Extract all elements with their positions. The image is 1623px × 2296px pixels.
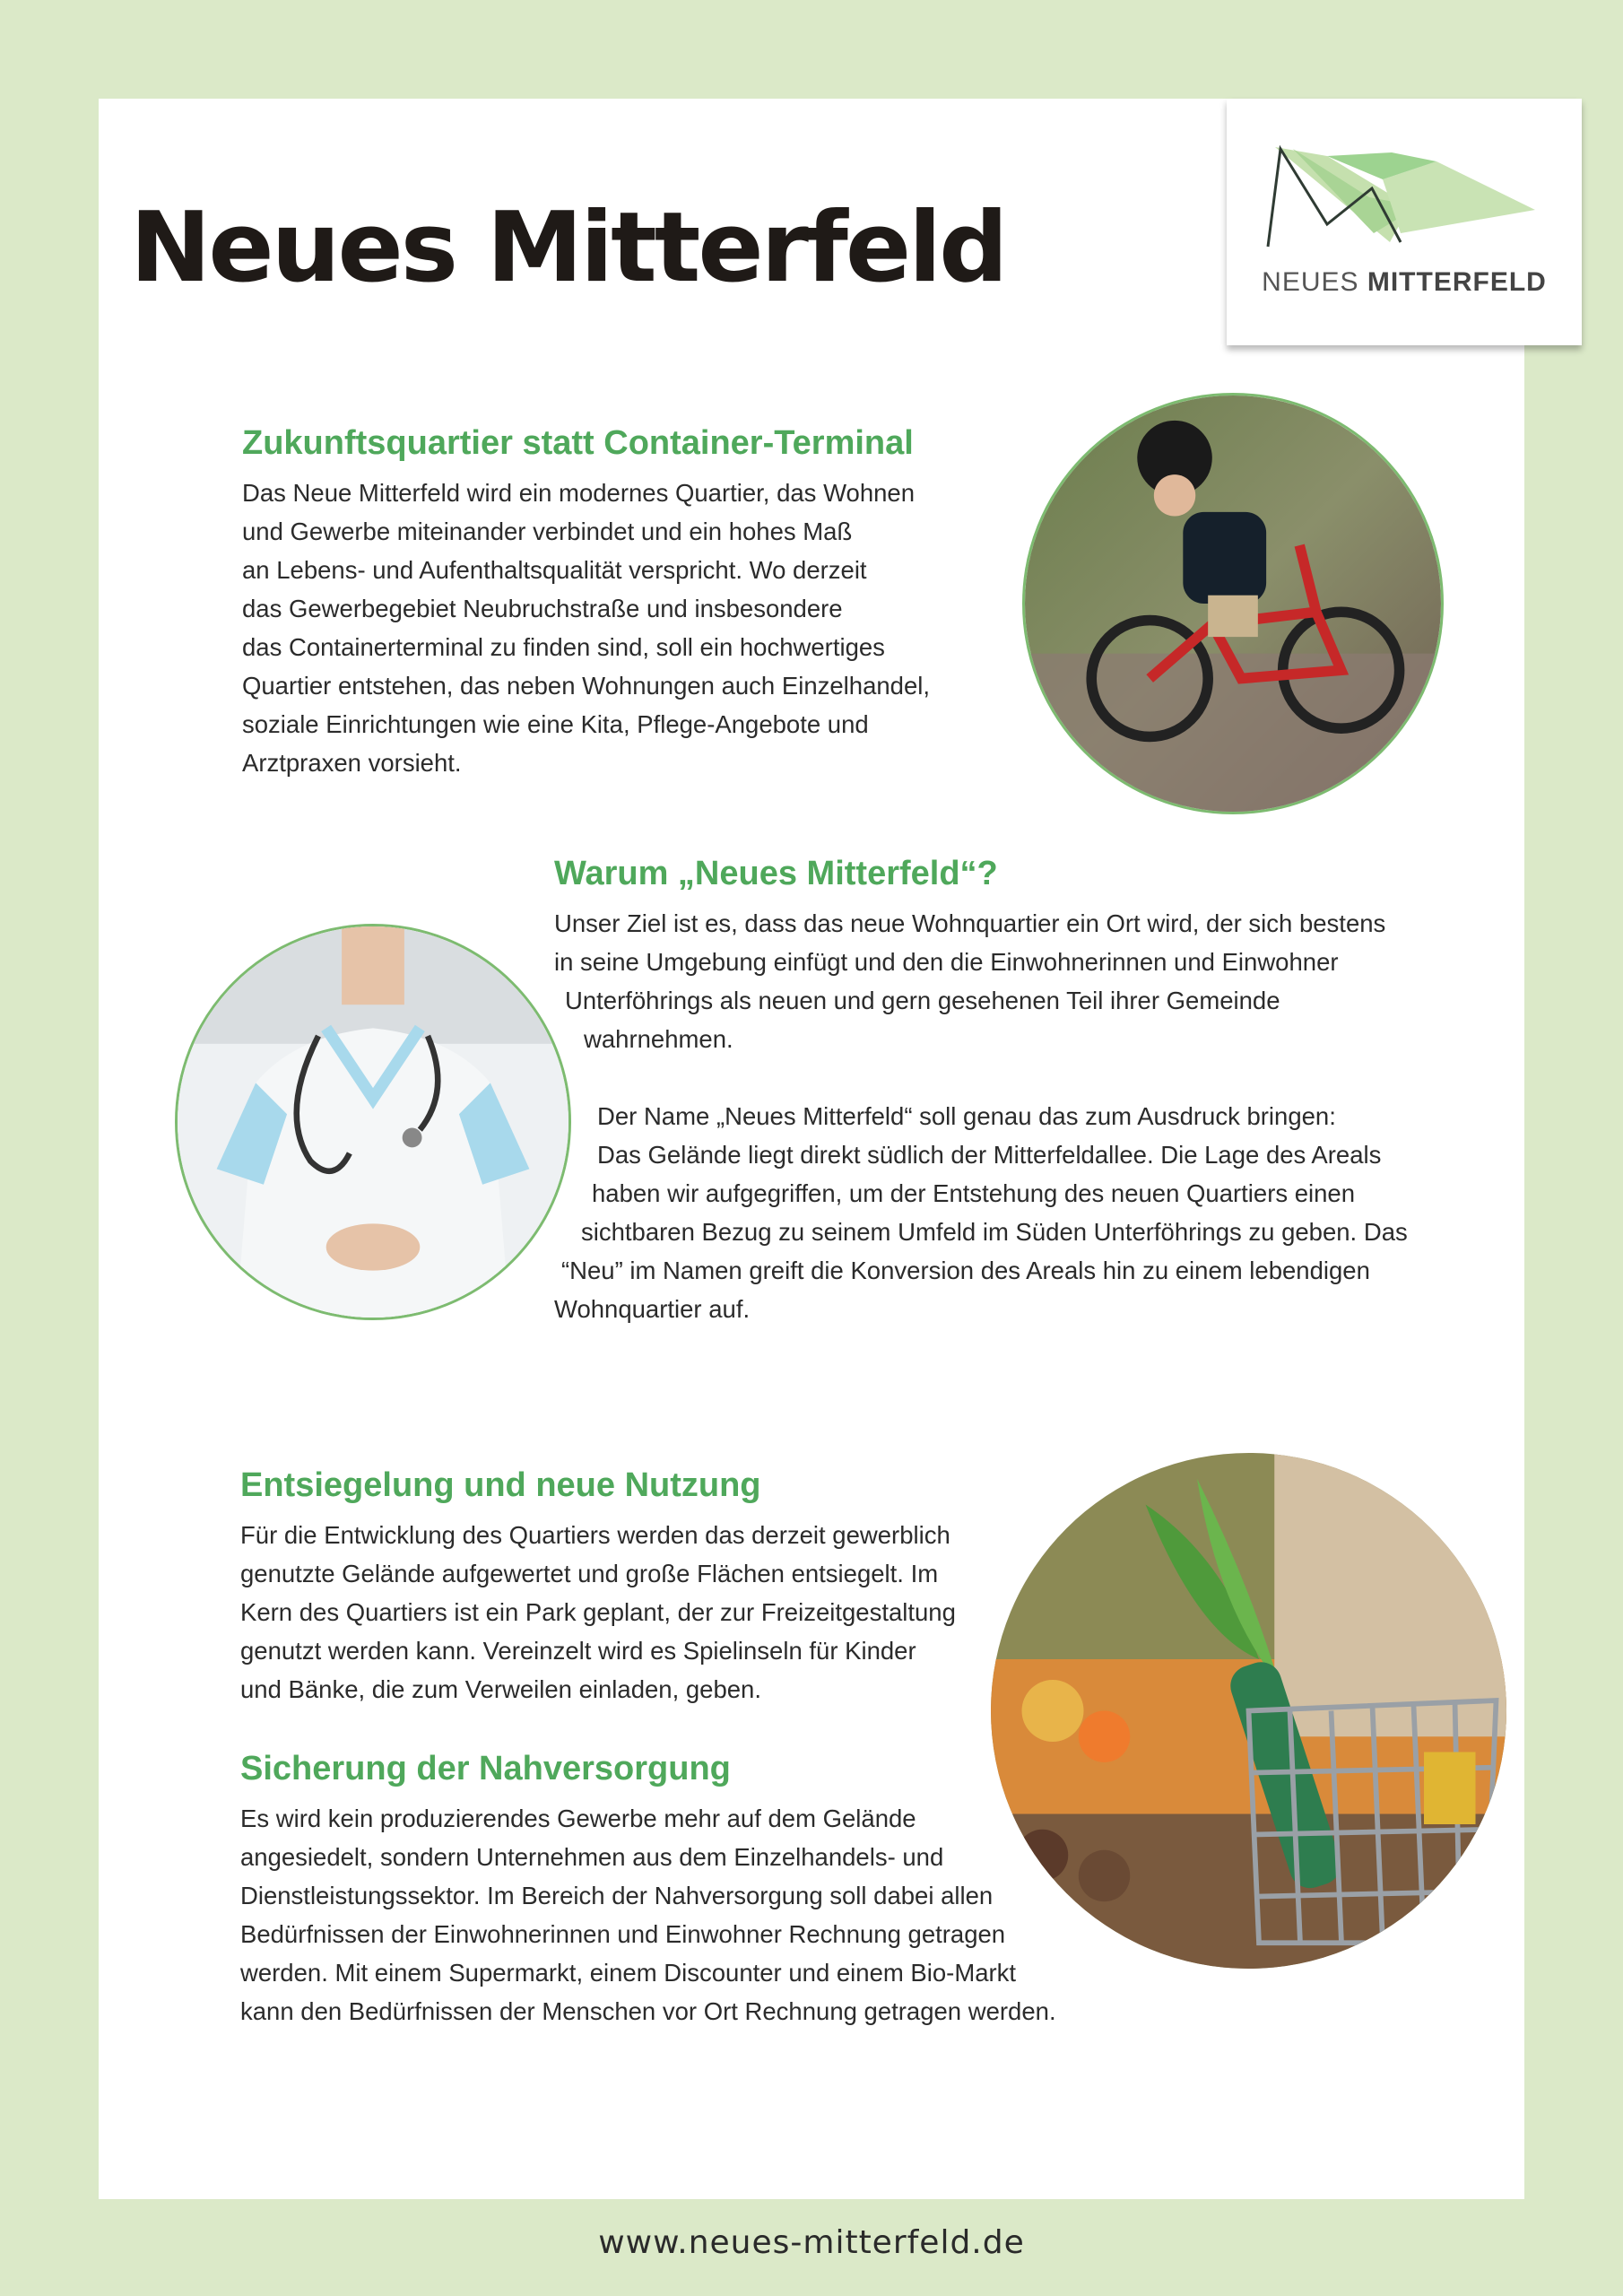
section-heading: Sicherung der Nahversorgung [240,1750,731,1787]
text-line: genutzte Gelände aufgewertet und große Flächen entsiegelt. Im [240,1559,939,1587]
text-line: das Gewerbegebiet Neubruchstraße und insbesondere [242,594,843,622]
text-line: Kern des Quartiers ist ein Park geplant, der zur Freizeitgestaltung [240,1597,956,1626]
text-line: Unser Ziel ist es, dass das neue Wohnquartier ein Ort wird, der sich bestens [554,909,1386,937]
text-line: an Lebens- und Aufenthaltsqualität verspricht. Wo derzeit [242,555,867,584]
text-line: Für die Entwicklung des Quartiers werden das derzeit gewerblich [240,1520,950,1549]
photo-child-on-bicycle [1022,393,1444,814]
text-line: sichtbaren Bezug zu seinem Umfeld im Süden Unterföhrings zu geben. Das [581,1217,1408,1246]
text-line: Bedürfnissen der Einwohnerinnen und Einwohner Rechnung getragen [240,1919,1006,1948]
text-line: wahrnehmen. [584,1024,733,1053]
nurse-photo-icon [178,926,568,1318]
section-text [554,904,1496,1328]
text-line: das Containerterminal zu finden sind, soll ein hochwertiges [242,632,885,661]
section-heading: Warum „Neues Mitterfeld“? [554,855,998,892]
text-line: in seine Umgebung einfügt und den die Einwohnerinnen und Einwohner [554,947,1339,976]
text-line: Dienstleistungssektor. Im Bereich der Nahversorgung soll dabei allen [240,1881,994,1909]
section-text [240,1799,1137,2031]
text-line: werden. Mit einem Supermarkt, einem Discounter und einem Bio-Markt [240,1958,1017,1987]
photo-nurse [175,924,571,1320]
text-line: Es wird kein produzierendes Gewerbe mehr auf dem Gelände [240,1804,916,1832]
text-line: Das Gelände liegt direkt südlich der Mitterfeldallee. Die Lage des Areals [597,1140,1382,1169]
footer-website-url[interactable]: www.neues-mitterfeld.de [598,2224,1025,2261]
text-line: Arztpraxen vorsieht. [242,748,462,777]
logo-box [1227,99,1582,345]
section-entsiegelung [240,1465,1065,1709]
page-title: Neues Mitterfeld [130,192,1006,304]
logo-wordmark [1227,267,1582,298]
text-line: Unterföhrings als neuen und gern gesehenen Teil ihrer Gemeinde [565,986,1280,1014]
mountain-logo-icon [1266,144,1544,251]
text-line: haben wir aufgegriffen, um der Entstehung des neuen Quartiers einen [592,1178,1356,1207]
section-warum [554,854,1496,1328]
text-line: genutzt werden kann. Vereinzelt wird es Spielinseln für Kinder [240,1636,916,1665]
section-heading: Zukunftsquartier statt Container-Terminal [242,424,914,462]
text-line: kann den Bedürfnissen der Menschen vor Ort Rechnung getragen werden. [240,1996,1056,2025]
text-line: Der Name „Neues Mitterfeld“ soll genau das zum Ausdruck bringen: [597,1101,1336,1130]
logo-word-bold: MITTERFELD [1367,267,1547,297]
bicycle-photo-icon [1025,396,1441,812]
section-nahversorgung [240,1749,1137,2031]
text-line: Wohnquartier auf. [554,1294,751,1323]
section-heading: Entsiegelung und neue Nutzung [240,1466,761,1504]
section-text [242,474,977,782]
text-line: “Neu” im Namen greift die Konversion des Areals hin zu einem lebendigen [561,1256,1370,1284]
text-line: Quartier entstehen, das neben Wohnungen auch Einzelhandel, [242,671,930,700]
text-line: Das Neue Mitterfeld wird ein modernes Quartier, das Wohnen [242,478,915,507]
text-line: und Gewerbe miteinander verbindet und ein hohes Maß [242,517,853,545]
text-line: und Bänke, die zum Verweilen einladen, geben. [240,1674,761,1703]
section-zukunftsquartier [242,423,977,782]
content-card [99,99,1547,2199]
text-line: soziale Einrichtungen wie eine Kita, Pflege-Angebote und [242,709,869,738]
vegetables-basket-photo-icon [991,1453,1506,1969]
section-text [240,1516,1065,1709]
photo-vegetables-basket [991,1453,1506,1969]
text-line: angesiedelt, sondern Unternehmen aus dem Einzelhandels- und [240,1842,944,1871]
logo-word-light: NEUES [1262,267,1359,297]
